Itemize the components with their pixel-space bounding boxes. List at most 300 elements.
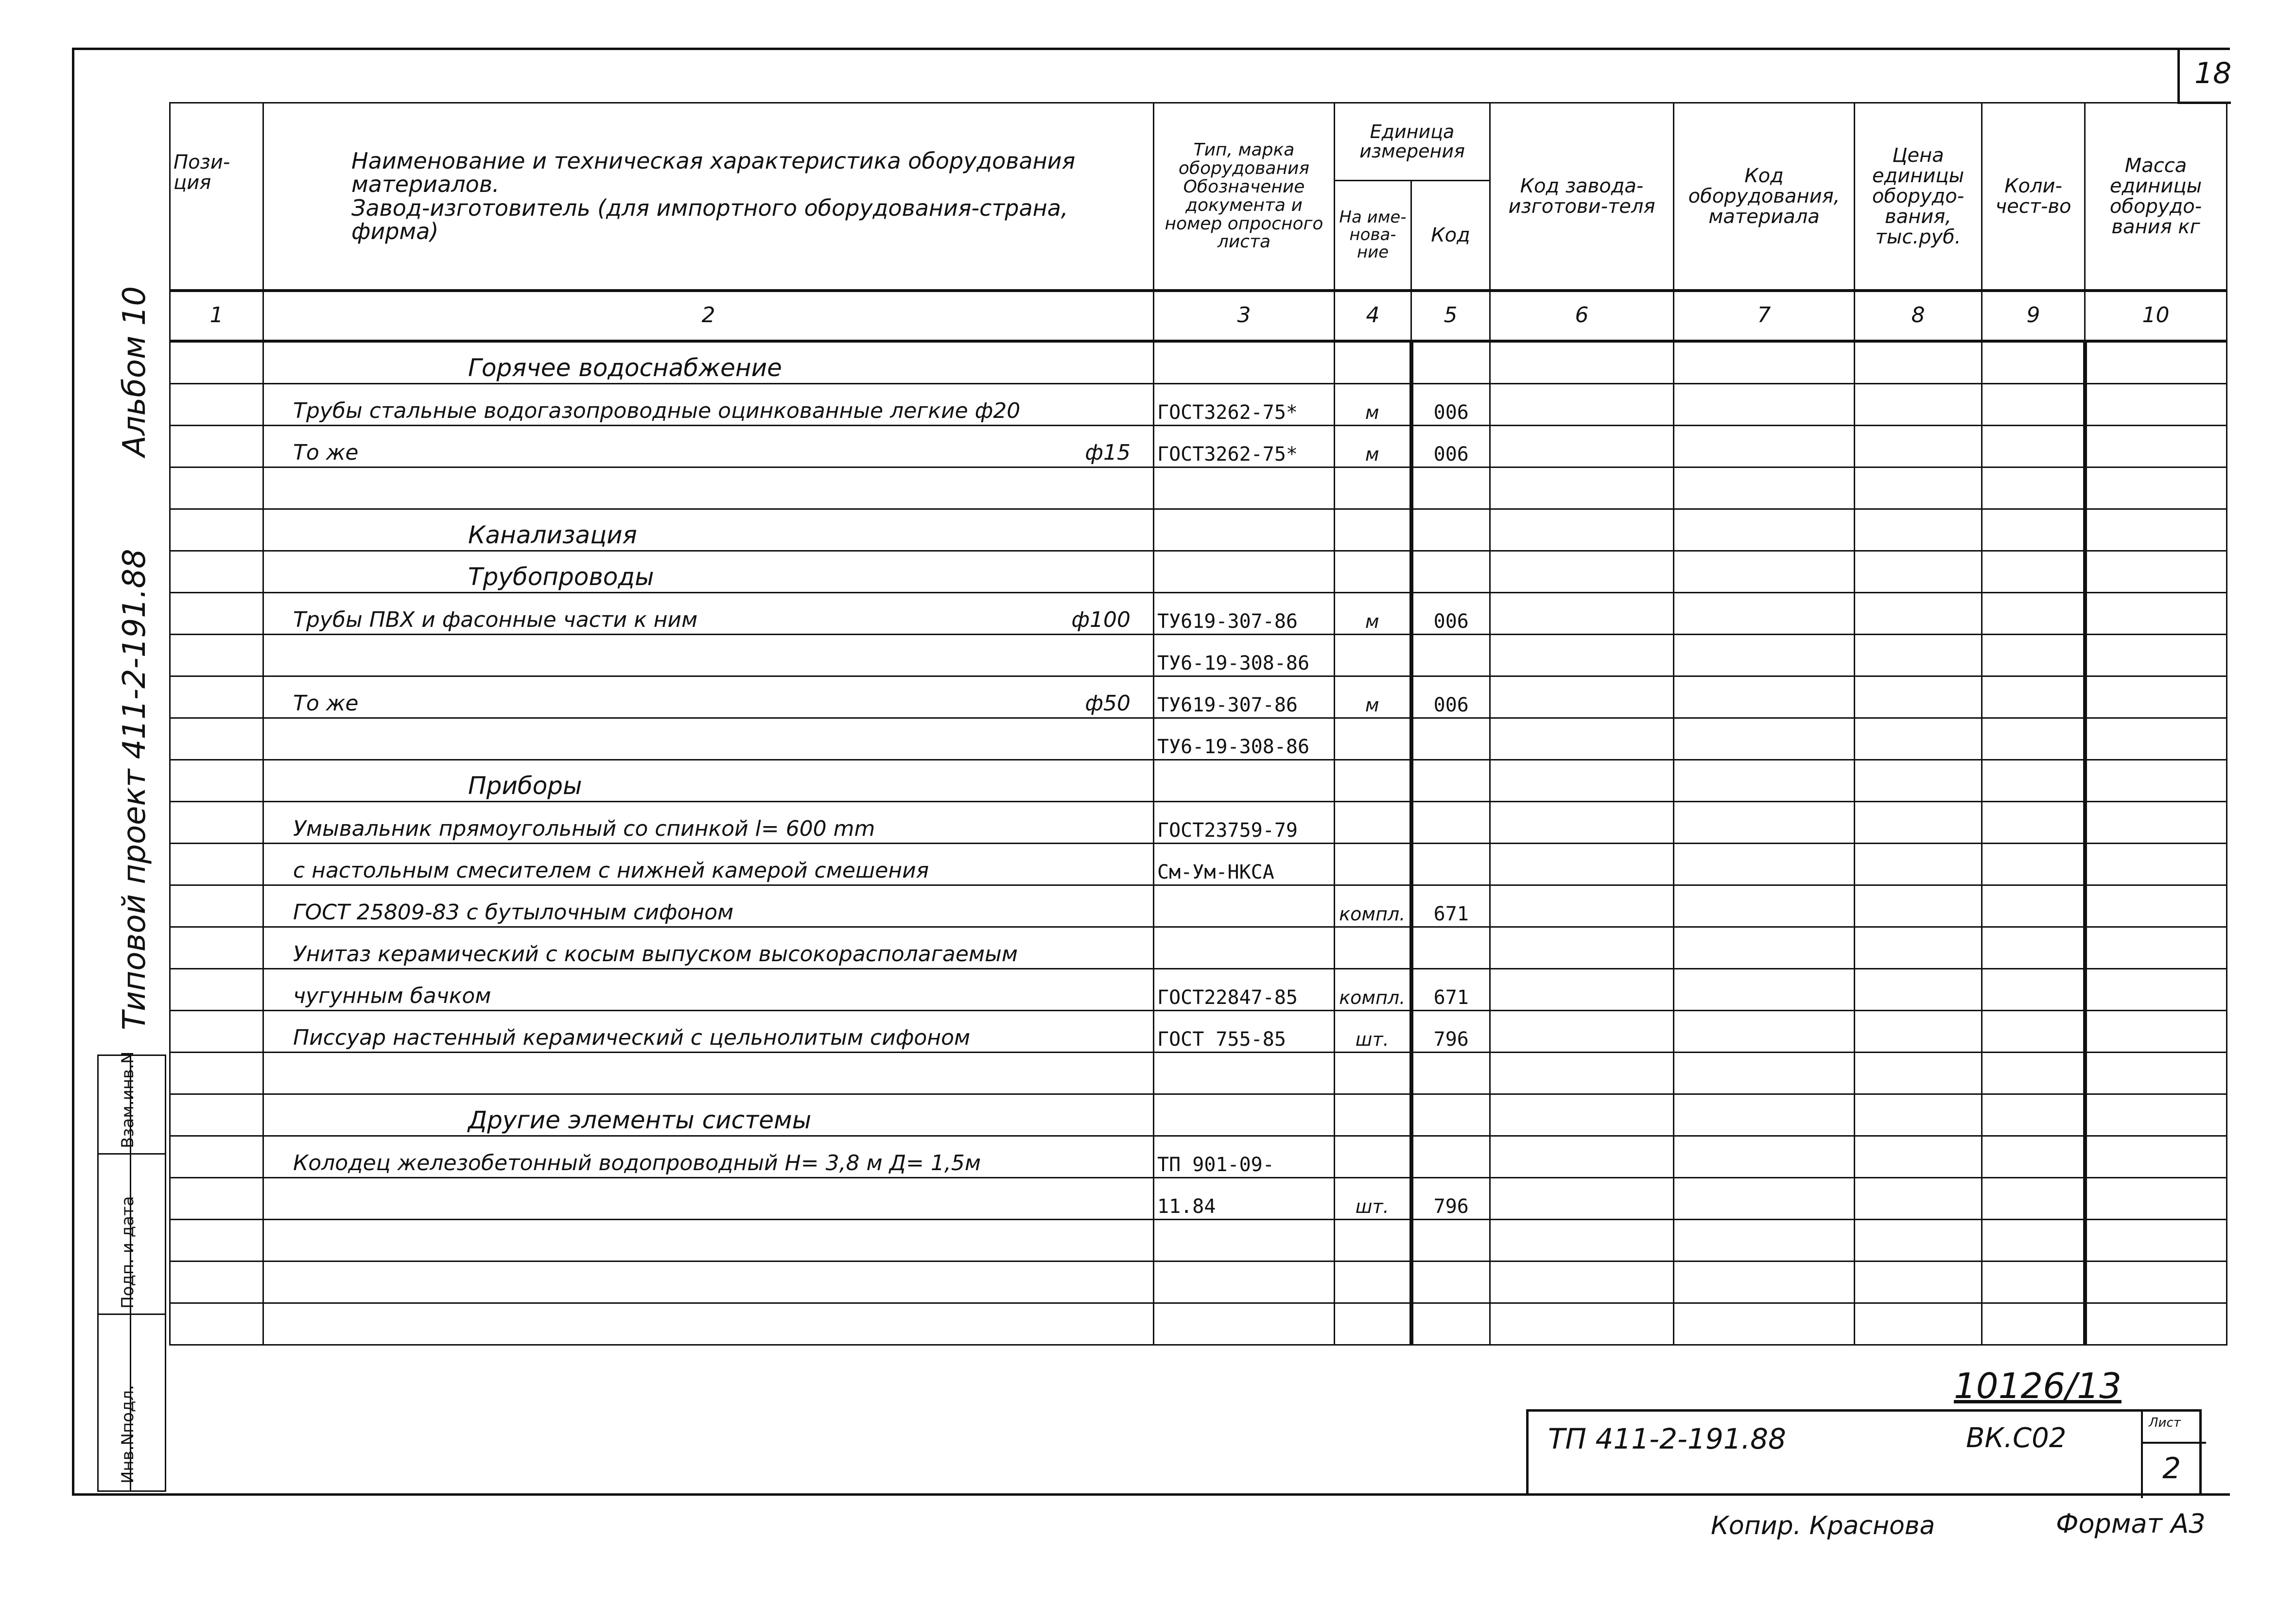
cell-qty: [1982, 1219, 2085, 1261]
cell-factory-code: [1490, 592, 1674, 634]
table-row: [170, 1094, 2227, 1136]
cell-position: [170, 676, 263, 718]
cell-code: [1411, 1052, 1490, 1094]
cell-doc: [1154, 1219, 1335, 1261]
item-dimension: ф15: [1085, 440, 1131, 466]
cell-material-code: [1674, 1219, 1855, 1261]
header-material-code: Код оборудования, материала: [1674, 103, 1855, 291]
cell-factory-code: [1490, 551, 1674, 592]
cell-code: 006: [1411, 425, 1490, 467]
cell-unit: шт.: [1335, 1010, 1411, 1052]
cell-material-code: [1674, 1136, 1855, 1177]
cell-material-code: [1674, 425, 1855, 467]
cell-mass: [2085, 1261, 2227, 1303]
item-name: Умывальник прямоугольный со спинкой l= 600 mm: [293, 816, 875, 842]
cell-code: 671: [1411, 968, 1490, 1010]
cell-name: [263, 1177, 1154, 1219]
cell-material-code: [1674, 927, 1855, 968]
cell-position: [170, 1010, 263, 1052]
col-number: 6: [1490, 291, 1674, 341]
cell-mass: [2085, 425, 2227, 467]
cell-code: [1411, 1094, 1490, 1136]
album-label: Альбом 10: [117, 286, 153, 457]
cell-mass: [2085, 1010, 2227, 1052]
format-label: Формат А3: [2056, 1508, 2206, 1539]
cell-doc: ТУ619-307-86: [1154, 592, 1335, 634]
cell-name: [263, 801, 1154, 843]
cell-price: [1855, 760, 1982, 801]
cell-price: [1855, 1052, 1982, 1094]
cell-qty: [1982, 592, 2085, 634]
project-label: Типовой проект 411-2-191.88: [117, 549, 153, 1030]
sheet-number-box: [2177, 48, 2231, 104]
table-row: [170, 1261, 2227, 1303]
cell-name: [263, 1219, 1154, 1261]
table-row: [170, 885, 2227, 927]
cell-mass: [2085, 509, 2227, 551]
cell-unit: м: [1335, 676, 1411, 718]
cell-code: [1411, 801, 1490, 843]
table-row: [170, 1177, 2227, 1219]
item-name: То же: [293, 691, 359, 716]
cell-price: [1855, 551, 1982, 592]
stamp-signature: Подп. и дата: [118, 1196, 138, 1309]
cell-unit: [1335, 1261, 1411, 1303]
cell-doc: ТУ619-307-86: [1154, 676, 1335, 718]
stamp-original: Инв.Nподл.: [118, 1384, 138, 1484]
cell-material-code: [1674, 1010, 1855, 1052]
item-name: ГОСТ 25809-83 с бутылочным сифоном: [293, 900, 734, 925]
cell-factory-code: [1490, 843, 1674, 885]
table-row: [170, 634, 2227, 676]
cell-unit: [1335, 843, 1411, 885]
cell-factory-code: [1490, 1177, 1674, 1219]
cell-material-code: [1674, 1177, 1855, 1219]
cell-mass: [2085, 1219, 2227, 1261]
table-row: [170, 383, 2227, 425]
header-factory-code: Код завода-изготови-теля: [1490, 103, 1674, 291]
cell-material-code: [1674, 383, 1855, 425]
section-heading: Горячее водоснабжение: [468, 354, 782, 382]
cell-code: 796: [1411, 1010, 1490, 1052]
cell-mass: [2085, 885, 2227, 927]
header-qty: Коли-чест-во: [1982, 103, 2085, 291]
cell-code: [1411, 551, 1490, 592]
cell-name: [263, 1303, 1154, 1345]
cell-factory-code: [1490, 927, 1674, 968]
cell-position: [170, 509, 263, 551]
header-mass: Масса единицы оборудо-вания кг: [2085, 103, 2227, 291]
cell-position: [170, 341, 263, 384]
cell-qty: [1982, 383, 2085, 425]
cell-qty: [1982, 425, 2085, 467]
cell-material-code: [1674, 1052, 1855, 1094]
cell-mass: [2085, 968, 2227, 1010]
cell-name: [263, 467, 1154, 509]
table-row: [170, 592, 2227, 634]
header-type: Тип, марка оборудования Обозначение документа и номер опросного листа: [1154, 103, 1335, 291]
cell-qty: [1982, 1136, 2085, 1177]
cell-qty: [1982, 801, 2085, 843]
table-row: [170, 718, 2227, 760]
cell-material-code: [1674, 1094, 1855, 1136]
col-number: 8: [1855, 291, 1982, 341]
stamp-replaced: Взам.инв.N: [118, 1051, 138, 1148]
cell-name: [263, 383, 1154, 425]
cell-code: 006: [1411, 592, 1490, 634]
title-block: [1526, 1409, 2202, 1496]
cell-mass: [2085, 927, 2227, 968]
cell-name: [263, 927, 1154, 968]
cell-factory-code: [1490, 383, 1674, 425]
table-row: [170, 968, 2227, 1010]
cell-price: [1855, 509, 1982, 551]
cell-price: [1855, 885, 1982, 927]
cell-factory-code: [1490, 718, 1674, 760]
cell-qty: [1982, 718, 2085, 760]
cell-factory-code: [1490, 1094, 1674, 1136]
cell-unit: [1335, 1219, 1411, 1261]
cell-mass: [2085, 383, 2227, 425]
cell-position: [170, 634, 263, 676]
cell-doc: [1154, 1261, 1335, 1303]
cell-price: [1855, 383, 1982, 425]
cell-position: [170, 718, 263, 760]
cell-unit: м: [1335, 383, 1411, 425]
cell-position: [170, 592, 263, 634]
cell-factory-code: [1490, 885, 1674, 927]
cell-unit: [1335, 509, 1411, 551]
col-number: 2: [263, 291, 1154, 341]
cell-name: [263, 885, 1154, 927]
cell-position: [170, 885, 263, 927]
cell-doc: [1154, 509, 1335, 551]
cell-price: [1855, 927, 1982, 968]
specification-table: [169, 102, 2227, 1346]
cell-mass: [2085, 843, 2227, 885]
table-row: [170, 1136, 2227, 1177]
col-number: 3: [1154, 291, 1335, 341]
cell-doc: [1154, 551, 1335, 592]
cell-code: [1411, 843, 1490, 885]
cell-mass: [2085, 801, 2227, 843]
approval-stamp: [97, 1051, 166, 1492]
section-heading: Другие элементы системы: [468, 1106, 812, 1134]
cell-unit: [1335, 1303, 1411, 1345]
cell-factory-code: [1490, 467, 1674, 509]
cell-doc: [1154, 927, 1335, 968]
cell-position: [170, 801, 263, 843]
cell-price: [1855, 1303, 1982, 1345]
cell-unit: компл.: [1335, 885, 1411, 927]
cell-name: [263, 425, 1154, 467]
col-number: 5: [1411, 291, 1490, 341]
cell-mass: [2085, 341, 2227, 384]
table-row: [170, 927, 2227, 968]
header-price: Цена единицы оборудо-вания, тыс.руб.: [1855, 103, 1982, 291]
cell-mass: [2085, 592, 2227, 634]
cell-qty: [1982, 341, 2085, 384]
cell-name: [263, 718, 1154, 760]
table-row: [170, 425, 2227, 467]
cell-unit: м: [1335, 425, 1411, 467]
item-name: Писсуар настенный керамический с цельнолитым сифоном: [293, 1025, 971, 1051]
cell-doc: ГОСТ23759-79: [1154, 801, 1335, 843]
table-row: [170, 551, 2227, 592]
table-row: [170, 467, 2227, 509]
cell-code: [1411, 1261, 1490, 1303]
cell-unit: м: [1335, 592, 1411, 634]
table-row: [170, 341, 2227, 384]
table-row: [170, 676, 2227, 718]
cell-mass: [2085, 1177, 2227, 1219]
cell-price: [1855, 425, 1982, 467]
cell-price: [1855, 1136, 1982, 1177]
cell-code: 006: [1411, 676, 1490, 718]
cell-unit: [1335, 551, 1411, 592]
table-row: [170, 1219, 2227, 1261]
table-row: [170, 1010, 2227, 1052]
cell-qty: [1982, 676, 2085, 718]
cell-mass: [2085, 1052, 2227, 1094]
cell-material-code: [1674, 885, 1855, 927]
table-row: [170, 1052, 2227, 1094]
sheet-number: 18: [2194, 56, 2232, 90]
cell-qty: [1982, 760, 2085, 801]
col-number: 4: [1335, 291, 1411, 341]
cell-unit: [1335, 1094, 1411, 1136]
cell-position: [170, 425, 263, 467]
sheet-label: Лист: [2149, 1416, 2181, 1430]
cell-price: [1855, 1094, 1982, 1136]
table-row: [170, 843, 2227, 885]
item-name: Трубы стальные водогазопроводные оцинкованные легкие ф20: [293, 398, 1021, 424]
cell-position: [170, 760, 263, 801]
cell-qty: [1982, 551, 2085, 592]
cell-unit: [1335, 341, 1411, 384]
cell-material-code: [1674, 592, 1855, 634]
cell-name: [263, 676, 1154, 718]
col-number: 10: [2085, 291, 2227, 341]
cell-position: [170, 927, 263, 968]
cell-material-code: [1674, 634, 1855, 676]
cell-qty: [1982, 1052, 2085, 1094]
cell-doc: [1154, 341, 1335, 384]
cell-qty: [1982, 1010, 2085, 1052]
cell-doc: [1154, 467, 1335, 509]
cell-code: 006: [1411, 383, 1490, 425]
cell-price: [1855, 592, 1982, 634]
cell-unit: [1335, 718, 1411, 760]
cell-doc: ТУ6-19-308-86: [1154, 718, 1335, 760]
cell-factory-code: [1490, 1261, 1674, 1303]
cell-price: [1855, 843, 1982, 885]
cell-code: [1411, 1303, 1490, 1345]
cell-material-code: [1674, 1303, 1855, 1345]
cell-code: [1411, 718, 1490, 760]
column-numbers-row: [170, 291, 2227, 341]
cell-doc: [1154, 1303, 1335, 1345]
cell-factory-code: [1490, 509, 1674, 551]
cell-position: [170, 1094, 263, 1136]
cell-position: [170, 1219, 263, 1261]
cell-price: [1855, 968, 1982, 1010]
col-number: 7: [1674, 291, 1855, 341]
cell-name: [263, 1052, 1154, 1094]
cell-price: [1855, 801, 1982, 843]
cell-code: [1411, 509, 1490, 551]
cell-price: [1855, 676, 1982, 718]
cell-factory-code: [1490, 968, 1674, 1010]
item-dimension: ф100: [1071, 607, 1131, 633]
cell-name: [263, 634, 1154, 676]
cell-material-code: [1674, 551, 1855, 592]
cell-code: 671: [1411, 885, 1490, 927]
cell-position: [170, 1177, 263, 1219]
item-name: Колодец железобетонный водопроводный H= 3,8 м Д= 1,5м: [293, 1151, 981, 1176]
cell-doc: См-Ум-НКСА: [1154, 843, 1335, 885]
cell-material-code: [1674, 801, 1855, 843]
col-number: 9: [1982, 291, 2085, 341]
header-unit-code: Код: [1411, 181, 1490, 291]
table-row: [170, 760, 2227, 801]
cell-factory-code: [1490, 1219, 1674, 1261]
cell-factory-code: [1490, 1136, 1674, 1177]
item-name: То же: [293, 440, 359, 466]
cell-unit: [1335, 1136, 1411, 1177]
table-row: [170, 801, 2227, 843]
project-code: ТП 411-2-191.88: [1548, 1422, 1786, 1455]
cell-factory-code: [1490, 1052, 1674, 1094]
item-name: чугунным бачком: [293, 984, 491, 1009]
cell-material-code: [1674, 341, 1855, 384]
cell-doc: ТУ6-19-308-86: [1154, 634, 1335, 676]
cell-position: [170, 1136, 263, 1177]
cell-code: 796: [1411, 1177, 1490, 1219]
cell-mass: [2085, 718, 2227, 760]
cell-name: [263, 551, 1154, 592]
cell-position: [170, 1052, 263, 1094]
cell-mass: [2085, 676, 2227, 718]
col-number: 1: [170, 291, 263, 341]
cell-doc: ГОСТ 755-85: [1154, 1010, 1335, 1052]
cell-material-code: [1674, 968, 1855, 1010]
cell-price: [1855, 634, 1982, 676]
cell-price: [1855, 341, 1982, 384]
cell-material-code: [1674, 760, 1855, 801]
section-heading: Трубопроводы: [468, 563, 654, 591]
cell-unit: [1335, 467, 1411, 509]
cell-price: [1855, 1010, 1982, 1052]
cell-factory-code: [1490, 801, 1674, 843]
cell-name: [263, 1261, 1154, 1303]
cell-code: [1411, 760, 1490, 801]
doc-code: ВК.С02: [1966, 1422, 2067, 1454]
cell-name: [263, 509, 1154, 551]
cell-mass: [2085, 551, 2227, 592]
copied-by: Копир. Краснова: [1711, 1511, 1935, 1540]
cell-position: [170, 383, 263, 425]
cell-qty: [1982, 1261, 2085, 1303]
cell-qty: [1982, 885, 2085, 927]
cell-code: [1411, 1219, 1490, 1261]
item-name: с настольным смесителем с нижней камерой смешения: [293, 858, 929, 883]
cell-qty: [1982, 509, 2085, 551]
cell-factory-code: [1490, 425, 1674, 467]
header-position: Пози- ция: [170, 103, 263, 291]
cell-position: [170, 1261, 263, 1303]
cell-mass: [2085, 1094, 2227, 1136]
cell-name: [263, 843, 1154, 885]
cell-unit: [1335, 801, 1411, 843]
item-name: Трубы ПВХ и фасонные части к ним: [293, 607, 698, 633]
cell-price: [1855, 1177, 1982, 1219]
cell-factory-code: [1490, 634, 1674, 676]
cell-code: [1411, 1136, 1490, 1177]
cell-name: [263, 1010, 1154, 1052]
table-row: [170, 509, 2227, 551]
cell-unit: [1335, 634, 1411, 676]
cell-doc: ГОСТ22847-85: [1154, 968, 1335, 1010]
cell-position: [170, 843, 263, 885]
item-name: Унитаз керамический с косым выпуском высокорасполагаемым: [293, 942, 1018, 967]
cell-name: [263, 341, 1154, 384]
cell-unit: [1335, 760, 1411, 801]
cell-doc: [1154, 885, 1335, 927]
cell-factory-code: [1490, 760, 1674, 801]
cell-price: [1855, 1261, 1982, 1303]
cell-qty: [1982, 968, 2085, 1010]
specification-body: [170, 341, 2227, 1345]
cell-price: [1855, 1219, 1982, 1261]
sheet-value: 2: [2162, 1451, 2181, 1486]
cell-position: [170, 467, 263, 509]
cell-material-code: [1674, 509, 1855, 551]
cell-qty: [1982, 843, 2085, 885]
section-heading: Приборы: [468, 772, 582, 800]
cell-name: [263, 968, 1154, 1010]
cell-code: [1411, 927, 1490, 968]
cell-material-code: [1674, 676, 1855, 718]
handwritten-number: 10126/13: [1954, 1365, 2122, 1406]
cell-code: [1411, 467, 1490, 509]
cell-mass: [2085, 1303, 2227, 1345]
cell-unit: [1335, 927, 1411, 968]
cell-qty: [1982, 1177, 2085, 1219]
table-row: [170, 1303, 2227, 1345]
cell-qty: [1982, 1094, 2085, 1136]
cell-price: [1855, 467, 1982, 509]
cell-factory-code: [1490, 1303, 1674, 1345]
header-unit-name: На име-нова-ние: [1335, 181, 1411, 291]
cell-name: [263, 592, 1154, 634]
section-heading: Канализация: [468, 521, 637, 549]
cell-doc: [1154, 1052, 1335, 1094]
cell-material-code: [1674, 843, 1855, 885]
cell-code: [1411, 634, 1490, 676]
cell-name: [263, 1094, 1154, 1136]
cell-factory-code: [1490, 1010, 1674, 1052]
header-name: Наименование и техническая характеристика оборудования материалов. Завод-изготовитель (для импортного оборудования-страна, фирма): [263, 103, 1154, 291]
cell-price: [1855, 718, 1982, 760]
cell-qty: [1982, 1303, 2085, 1345]
cell-mass: [2085, 1136, 2227, 1177]
cell-doc: ГОСТ3262-75*: [1154, 383, 1335, 425]
cell-doc: ГОСТ3262-75*: [1154, 425, 1335, 467]
cell-factory-code: [1490, 676, 1674, 718]
cell-mass: [2085, 467, 2227, 509]
cell-doc: ТП 901-09-: [1154, 1136, 1335, 1177]
